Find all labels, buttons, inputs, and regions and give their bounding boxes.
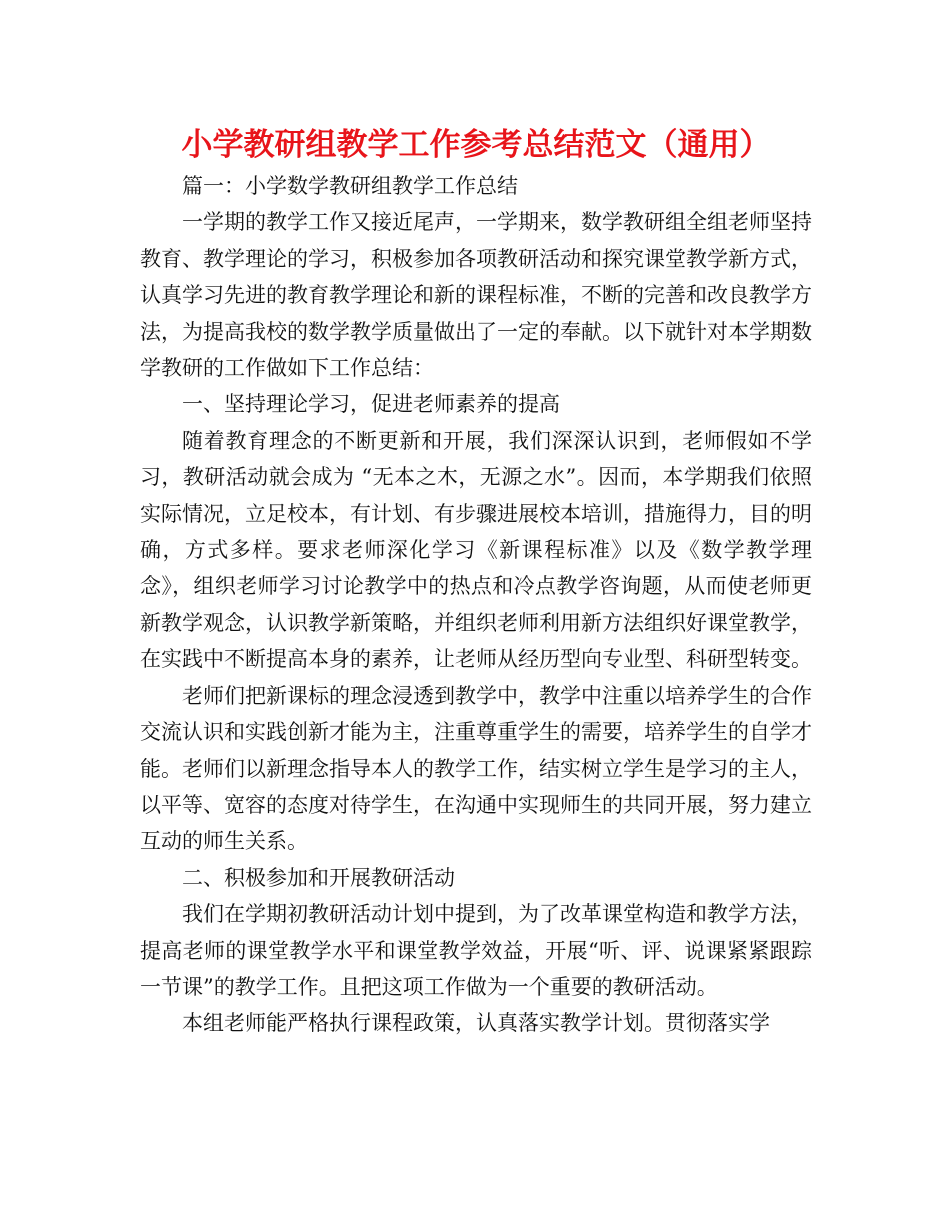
- paragraph-new-curriculum: 老师们把新课标的理念浸透到教学中，教学中注重以培养学生的合作交流认识和实践创新才能为主，注重尊重学生的需要，培养学生的自学才能。老师们以新理念指导本人的教学工作，结实树立学生是学习的主人，以平等、宽容的态度对待学生，在沟通中实现师生的共同开展，努力建立互动的师生关系。: [140, 683, 812, 854]
- paragraph-theory-study: 随着教育理念的不断更新和开展，我们深深认识到，老师假如不学习，教研活动就会成为 “无本之木，无源之水”。因而，本学期我们依照实际情况，立足校本，有计划、有步骤进展校本培训，措施得力，目的明确，方式多样。要求老师深化学习《新课程标准》以及《数学教学理念》，组织老师学习讨论教学中的热点和冷点教学咨询题，从而使老师更新教学观念，认识教学新策略，并组织老师利用新方法组织好课堂教学，在实践中不断提高本身的素养，让老师从经历型向专业型、科研型转变。: [140, 428, 812, 672]
- section-heading-1: 一、坚持理论学习，促进老师素养的提高: [182, 392, 560, 417]
- paragraph-research-activities: 我们在学期初教研活动计划中提到，为了改革课堂构造和教学方法，提高老师的课堂教学水平和课堂教学效益，开展“听、评、说课紧紧跟踪一节课”的教学工作。且把这项工作做为一个重要的教研活动。: [140, 902, 812, 999]
- section-heading-2: 二、积极参加和开展教研活动: [182, 865, 455, 890]
- document-body: [140, 122, 812, 1042]
- paragraph-intro: 一学期的教学工作又接近尾声，一学期来，数学教研组全组老师坚持教育、教学理论的学习，积极参加各项教研活动和探究课堂教学新方式，认真学习先进的教育教学理论和新的课程标准，不断的完善和改良教学方法，为提高我校的数学教学质量做出了一定的奉献。以下就针对本学期数学教研的工作做如下工作总结：: [140, 210, 812, 381]
- paragraph-course-policy: 本组老师能严格执行课程政策，认真落实教学计划。贯彻落实学: [182, 1011, 770, 1036]
- document-title: 小学教研组教学工作参考总结范文（通用）: [181, 127, 771, 163]
- section-heading-part-one: 篇一：小学数学教研组教学工作总结: [182, 174, 518, 198]
